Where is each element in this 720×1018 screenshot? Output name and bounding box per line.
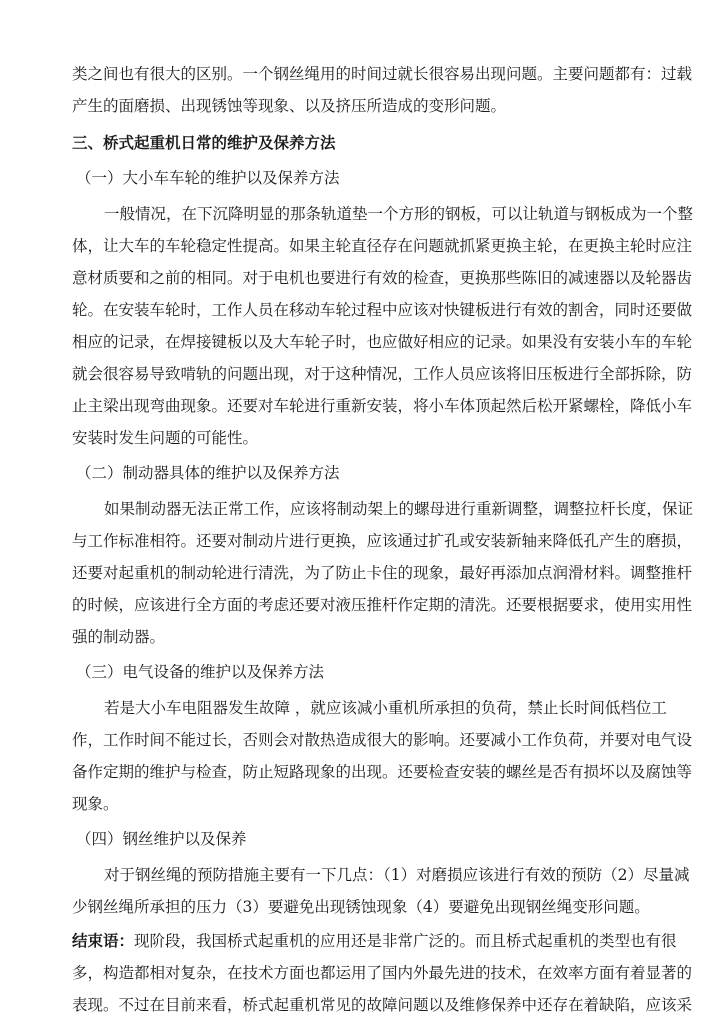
text-line: 多，构造都相对复杂，在技术方面也都运用了国内外最先进的技术，在效率方面有着显著的 xyxy=(72,964,693,982)
text-line: 止主梁出现弯曲现象。还要对车轮进行重新安装，将小车体顶起然后松开紧螺栓，降低小车 xyxy=(72,397,693,415)
subsection-heading: （三）电气设备的维护以及保养方法 xyxy=(76,663,325,681)
text-line: 意材质要和之前的相同。对于电机也要进行有效的检查，更换那些陈旧的减速器以及轮器齿 xyxy=(72,269,693,287)
text-line: 还要对起重机的制动轮进行清洗，为了防止卡住的现象，最好再添加点润滑材料。调整推杆 xyxy=(72,564,693,582)
text-line: 现阶段，我国桥式起重机的应用还是非常广泛的。而且桥式起重机的类型也有很 xyxy=(134,932,677,950)
text-line: 现象。 xyxy=(72,795,119,813)
text-line: 少钢丝绳所承担的压力（3）要避免出现锈蚀现象（4）要避免出现钢丝绳变形问题。 xyxy=(72,898,650,916)
text-line: 安装时发生问题的可能性。 xyxy=(72,429,259,447)
subsection-heading: （四）钢丝维护以及保养 xyxy=(76,830,247,848)
text-line: 类之间也有很大的区别。一个钢丝绳用的时间过就长很容易出现问题。主要问题都有：过载 xyxy=(72,65,693,83)
text-line: 强的制动器。 xyxy=(72,628,166,646)
text-line: 对于钢丝绳的预防措施主要有一下几点：（1）对磨损应该进行有效的预防（2）尽量减 xyxy=(104,866,690,884)
text-line: 如果制动器无法正常工作，应该将制动架上的螺母进行重新调整，调整拉杆长度，保证 xyxy=(104,500,694,518)
text-line: 的时候，应该进行全方面的考虑还要对液压推杆作定期的清洗。还要根据要求，使用实用性 xyxy=(72,596,693,614)
text-line: 一般情况，在下沉降明显的那条轨道垫一个方形的钢板，可以让轨道与钢板成为一个整 xyxy=(104,205,694,223)
text-line: 轮。在安装车轮时，工作人员在移动车轮过程中应该对快键板进行有效的割舍，同时还要做 xyxy=(72,301,693,319)
section-heading: 三、桥式起重机日常的维护及保养方法 xyxy=(72,134,336,152)
text-line: 作，工作时间不能过长，否则会对散热造成很大的影响。还要减小工作负荷，并要对电气设 xyxy=(72,731,693,749)
conclusion-label: 结束语： xyxy=(72,932,135,950)
text-line: 若是大小车电阻器发生故障 ，就应该减小重机所承担的负荷，禁止长时间低档位工 xyxy=(104,699,667,717)
conclusion-line xyxy=(72,931,677,951)
text-line: 相应的记录，在焊接键板以及大车轮子时，也应做好相应的记录。如果没有安装小车的车轮 xyxy=(72,333,693,351)
subsection-heading: （二）制动器具体的维护以及保养方法 xyxy=(76,464,340,482)
text-line: 表现。不过在目前来看，桥式起重机常见的故障问题以及维修保养中还存在着缺陷，应该采 xyxy=(72,996,693,1014)
subsection-heading: （一）大小车车轮的维护以及保养方法 xyxy=(76,169,340,187)
text-line: 备作定期的维护与检查，防止短路现象的出现。还要检查安装的螺丝是否有损坏以及腐蚀等 xyxy=(72,763,693,781)
text-line: 与工作标准相符。还要对制动片进行更换，应该通过扩孔或安装新轴来降低孔产生的磨损， xyxy=(72,532,693,550)
text-line: 产生的面磨损、出现锈蚀等现象、以及挤压所造成的变形问题。 xyxy=(72,97,507,115)
text-line: 体，让大车的车轮稳定性提高。如果主轮直径存在问题就抓紧更换主轮，在更换主轮时应注 xyxy=(72,237,693,255)
text-line: 就会很容易导致啃轨的问题出现，对于这种情况，工作人员应该将旧压板进行全部拆除，防 xyxy=(72,365,693,383)
